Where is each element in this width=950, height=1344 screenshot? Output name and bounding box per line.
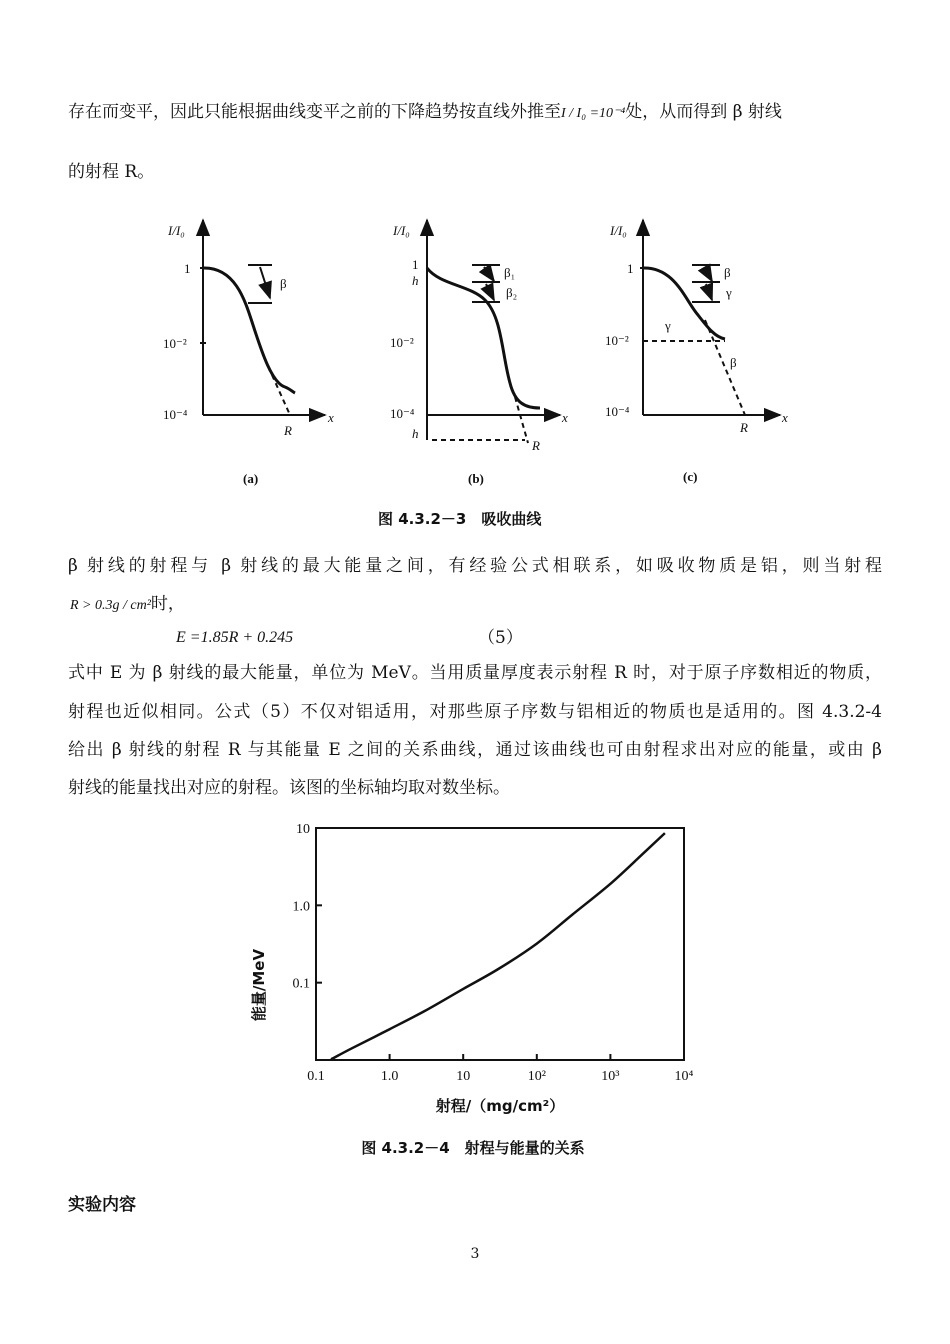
para2-line5: 给出 β 射线的射程 R 与其能量 E 之间的关系曲线，通过该曲线也可由射程求出对应的能量，或由 β [68, 740, 882, 760]
formula-number: （5） [478, 628, 523, 648]
panel-b-beta1: β₁ [504, 265, 516, 280]
panel-b [427, 220, 560, 443]
y-tick-label: 0.1 [292, 976, 310, 992]
panel-c-yaxis: I/I₀ [610, 223, 627, 238]
panel-b-label: (b) [468, 471, 484, 486]
x-tick-label: 10² [527, 1069, 546, 1084]
chart-title: 图 4.3.2－4 射程与能量的关系 [361, 1139, 585, 1157]
chart-ylabel: 能量/MeV [250, 948, 268, 1022]
para2-line6: 射线的能量找出对应的射程。该图的坐标轴均取对数坐标。 [68, 778, 510, 798]
panel-c-gamma: γ [726, 285, 732, 300]
panel-a-label: (a) [243, 471, 259, 486]
panel-a-xaxis: x [328, 410, 334, 425]
panel-b-tick-3: 10⁻⁴ [390, 406, 415, 421]
panel-b-tick-h2: h [412, 426, 419, 441]
panel-b-yaxis: I/I₀ [393, 223, 410, 238]
x-tick-label: 10 [456, 1069, 471, 1084]
panel-c-tick-3: 10⁻⁴ [605, 404, 630, 419]
panel-c-label: (c) [683, 469, 698, 484]
panel-c-tick-1: 1 [627, 261, 634, 276]
panel-b-tick-h: h [412, 273, 419, 288]
y-tick-label: 10 [296, 822, 310, 837]
section-heading: 实验内容 [68, 1195, 136, 1215]
energy-range-curve [331, 833, 665, 1059]
panel-b-tick-1: 1 [412, 257, 419, 272]
formula: E =1.85R + 0.245 [176, 629, 294, 646]
panel-b-beta2: β₂ [506, 285, 518, 300]
panel-a [200, 220, 325, 415]
panel-c-curve-beta: β [730, 355, 737, 370]
x-tick-label: 10⁴ [674, 1069, 694, 1084]
para2-line1: β 射线的射程与 β 射线的最大能量之间，有经验公式相联系，如吸收物质是铝，则当射程 [68, 556, 882, 576]
page-number: 3 [470, 1246, 480, 1262]
para1-line1: 存在而变平，因此只能根据曲线变平之前的下降趋势按直线外推至I / I₀ =10⁻⁴处，从而得到 β 射线 [68, 102, 782, 122]
panel-a-range: R [284, 423, 292, 438]
para1-line2: 的射程 R。 [68, 162, 155, 182]
para2-line2: R > 0.3g / cm²时， [70, 594, 185, 614]
x-tick-label: 0.1 [307, 1069, 325, 1084]
x-tick-label: 10³ [601, 1069, 620, 1084]
panel-c-xaxis: x [782, 410, 788, 425]
panel-a-beta: β [280, 276, 287, 291]
panel-c-beta: β [724, 265, 731, 280]
panel-c-curve-gamma: γ [665, 318, 671, 333]
x-tick-label: 1.0 [380, 1069, 399, 1084]
panel-a-tick-2: 10⁻² [163, 336, 187, 351]
para2-line3: 式中 E 为 β 射线的最大能量，单位为 MeV。当用质量厚度表示射程 R 时，对于原子序数相近的物质， [68, 663, 882, 683]
panel-c-range: R [740, 420, 748, 435]
range-energy-chart [230, 815, 730, 1160]
absorption-curves-figure [150, 205, 810, 540]
figure1-caption: 图 4.3.2－3 吸收曲线 [378, 510, 542, 528]
y-tick-label: 1.0 [292, 899, 310, 915]
panel-b-tick-2: 10⁻² [390, 335, 414, 350]
panel-b-range: R [532, 438, 540, 453]
panel-c [640, 220, 780, 415]
range-condition: R > 0.3g / cm² [70, 598, 151, 613]
chart-frame [316, 828, 684, 1060]
panel-a-yaxis: I/I₀ [168, 223, 185, 238]
panel-a-tick-3: 10⁻⁴ [163, 407, 188, 422]
panel-c-tick-2: 10⁻² [605, 333, 629, 348]
inline-formula: I / I₀ =10⁻⁴ [561, 106, 626, 121]
chart-xlabel: 射程/（mg/cm²） [435, 1097, 565, 1115]
panel-b-xaxis: x [562, 410, 568, 425]
panel-a-tick-1: 1 [184, 261, 191, 276]
para2-line4: 射程也近似相同。公式（5）不仅对铝适用，对那些原子序数与铝相近的物质也是适用的。图 4.3.2-4 [68, 702, 882, 722]
